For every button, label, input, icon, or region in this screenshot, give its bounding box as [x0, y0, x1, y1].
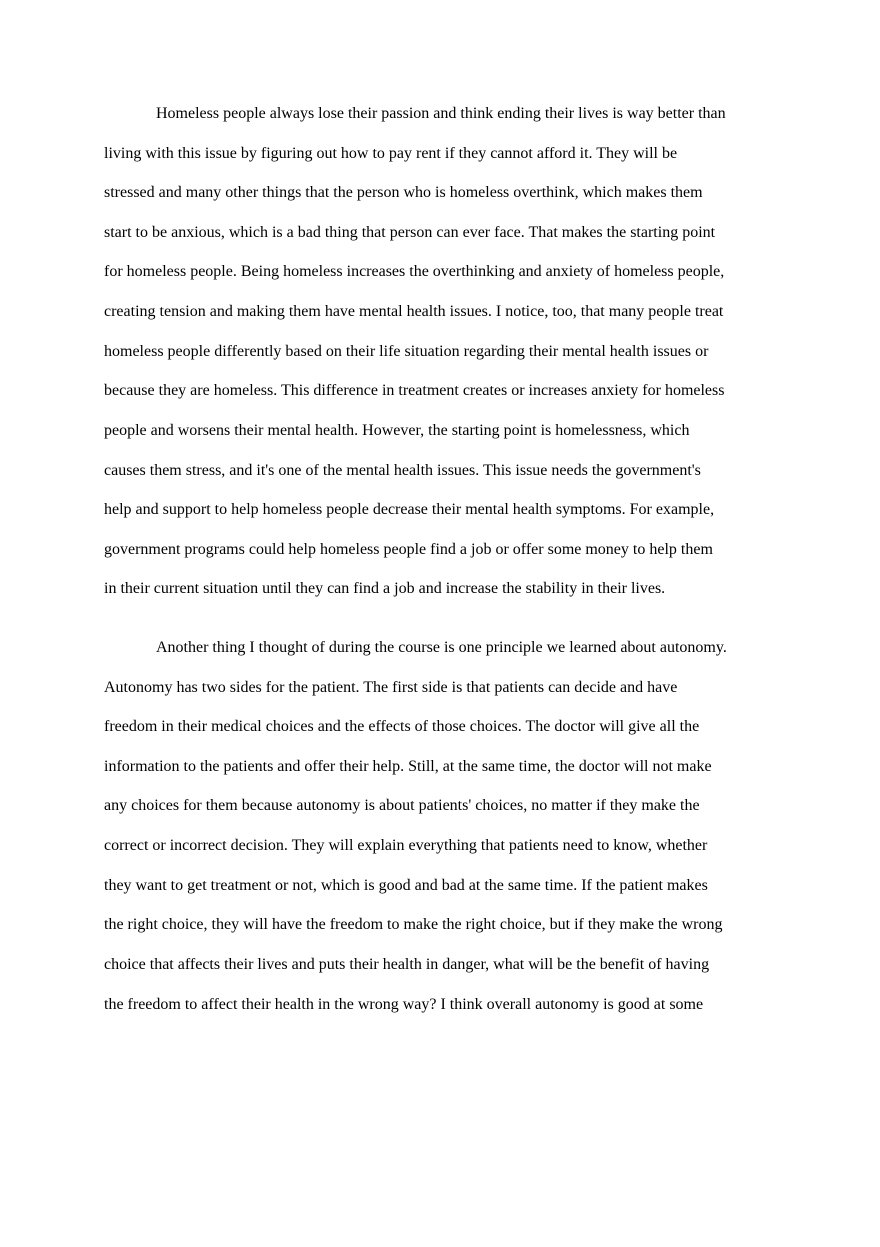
paragraph-line: living with this issue by figuring out how to pay rent if they cannot afford it. They will be — [104, 145, 678, 162]
paragraph-line: causes them stress, and it's one of the mental health issues. This issue needs the government's — [104, 462, 701, 479]
paragraph-line: because they are homeless. This difference in treatment creates or increases anxiety for homeless — [104, 382, 725, 399]
paragraph-line: information to the patients and offer their help. Still, at the same time, the doctor will not make — [104, 758, 712, 775]
paragraph-line: in their current situation until they can find a job and increase the stability in their lives. — [104, 580, 666, 597]
paragraph-line: any choices for them because autonomy is about patients' choices, no matter if they make the — [104, 797, 700, 814]
paragraph-line: the freedom to affect their health in the wrong way? I think overall autonomy is good at some — [104, 996, 704, 1013]
paragraph-line: creating tension and making them have mental health issues. I notice, too, that many people treat — [104, 303, 724, 320]
paragraph-line: stressed and many other things that the person who is homeless overthink, which makes them — [104, 184, 703, 201]
paragraph-line: Autonomy has two sides for the patient. The first side is that patients can decide and have — [104, 679, 678, 696]
paragraph-line: people and worsens their mental health. However, the starting point is homelessness, which — [104, 422, 690, 439]
paragraph-line: they want to get treatment or not, which is good and bad at the same time. If the patient makes — [104, 877, 708, 894]
paragraph-line: government programs could help homeless people find a job or offer some money to help them — [104, 541, 713, 558]
paragraph-line: start to be anxious, which is a bad thing that person can ever face. That makes the starting point — [104, 224, 716, 241]
paragraph-line: choice that affects their lives and puts their health in danger, what will be the benefit of having — [104, 956, 710, 973]
paragraph-line: homeless people differently based on their life situation regarding their mental health issues or — [104, 343, 709, 360]
paragraph-line: for homeless people. Being homeless increases the overthinking and anxiety of homeless people, — [104, 263, 725, 280]
paragraph-line: Another thing I thought of during the course is one principle we learned about autonomy. — [156, 639, 727, 656]
paragraph-line: help and support to help homeless people decrease their mental health symptoms. For example, — [104, 501, 715, 518]
paragraph-line: correct or incorrect decision. They will explain everything that patients need to know, whether — [104, 837, 708, 854]
paragraph-line: the right choice, they will have the freedom to make the right choice, but if they make the wrong — [104, 916, 723, 933]
paragraph-line: freedom in their medical choices and the effects of those choices. The doctor will give all the — [104, 718, 700, 735]
paragraph-line: Homeless people always lose their passion and think ending their lives is way better than — [156, 105, 726, 122]
